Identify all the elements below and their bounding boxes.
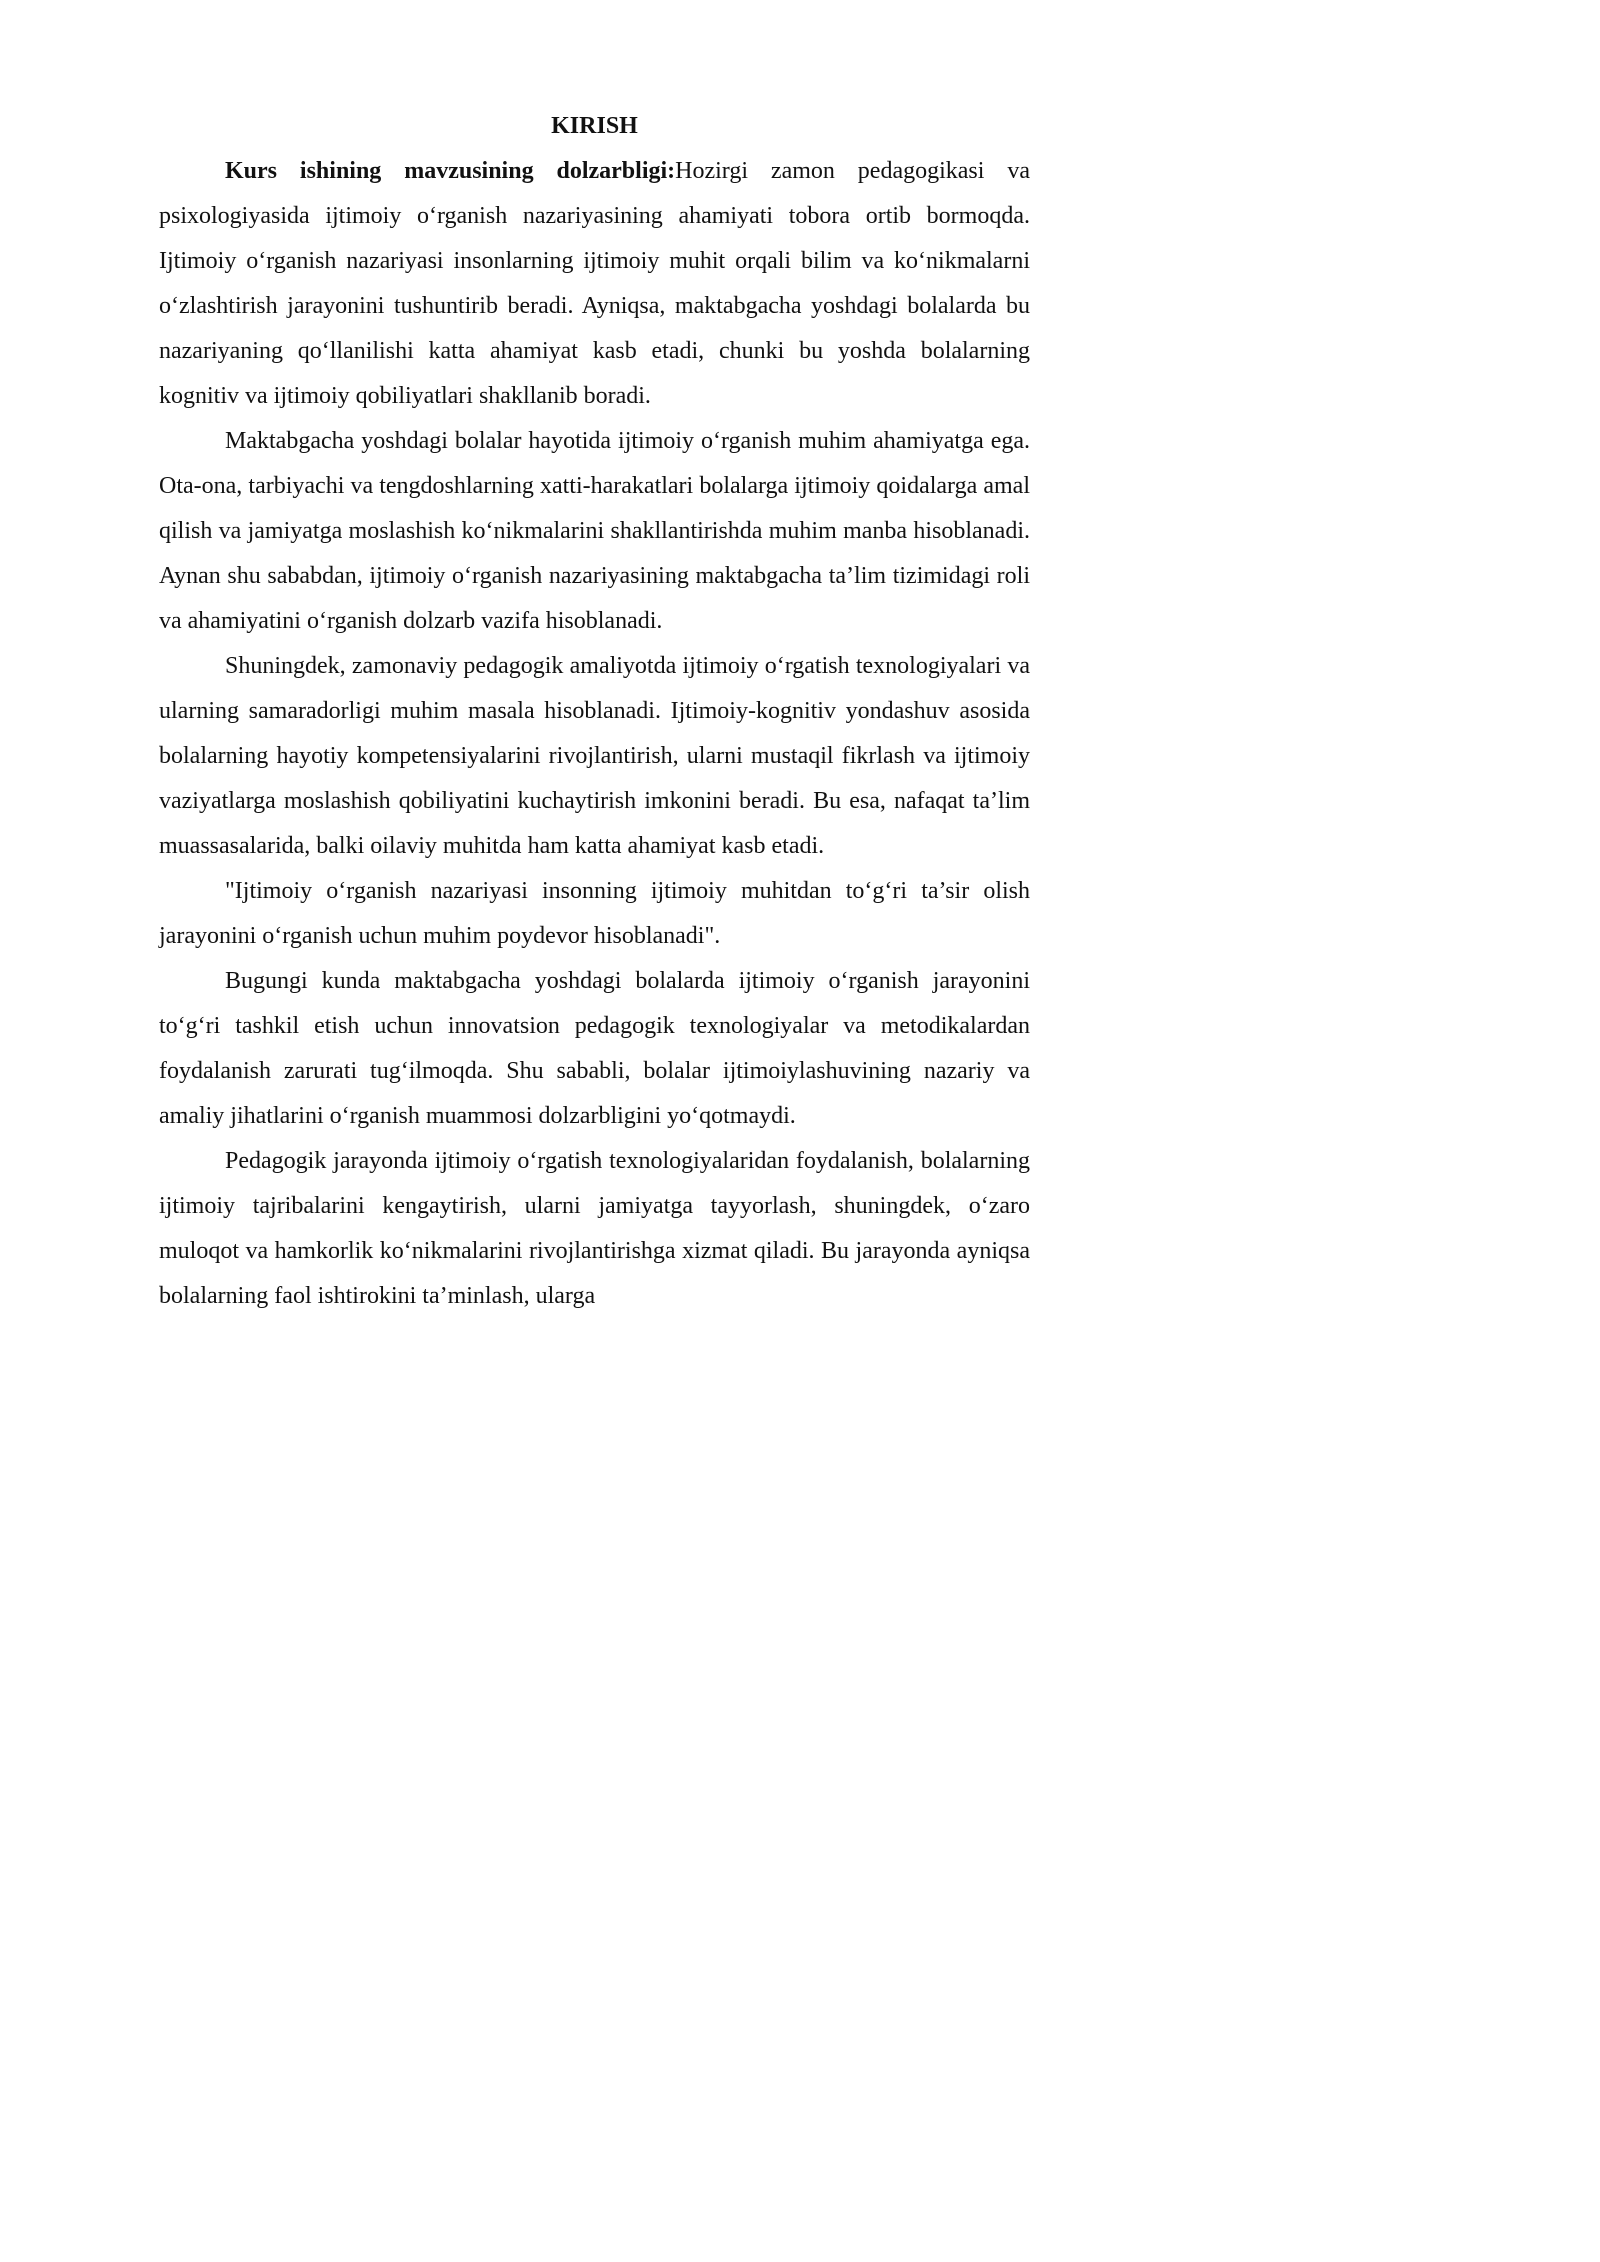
paragraph-quote: "Ijtimoiy o‘rganish nazariyasi insonning ijtimoiy muhitdan to‘g‘ri ta’sir olish jarayonini o‘rganish uchun muhim poydevor hisoblanadi". xyxy=(159,878,1030,949)
paragraph-relevance xyxy=(159,149,1030,419)
document-page xyxy=(0,0,1100,1555)
paragraph-pedagogical-process: Pedagogik jarayonda ijtimoiy o‘rgatish texnologiyalaridan foydalanish, bolalarning ijtimoiy tajribalarini kengaytirish, ularni jamiyatga tayyorlash, shuningdek, o‘zaro muloqot va hamkorlik ko‘nikmalarini rivojlantirishga xizmat qiladi. Bu jarayonda ayniqsa bolalarning faol ishtirokini ta’minlash, ularga xyxy=(159,1148,1030,1309)
paragraph-lead: Kurs ishining mavzusining dolzarbligi: xyxy=(225,158,676,184)
paragraph-text: Hozirgi zamon pedagogikasi va psixologiyasida ijtimoiy o‘rganish nazariyasining ahamiyati tobora ortib bormoqda. Ijtimoiy o‘rganish nazariyasi insonlarning ijtimoiy muhit orqali bilim va ko‘nikmalarni o‘zlashtirish jarayonini tushuntirib beradi. Ayniqsa, maktabgacha yoshdagi bolalarda bu nazariyaning qo‘llanilishi katta ahamiyat kasb etadi, chunki bu yoshda bolalarning kognitiv va ijtimoiy qobiliyatlari shakllanib boradi. xyxy=(159,158,1030,409)
paragraph-preschool-learning: Maktabgacha yoshdagi bolalar hayotida ijtimoiy o‘rganish muhim ahamiyatga ega. Ota-ona, tarbiyachi va tengdoshlarning xatti-harakatlari bolalarga ijtimoiy qoidalarga amal qilish va jamiyatga moslashish ko‘nikmalarini shakllantirishda muhim manba hisoblanadi. Aynan shu sababdan, ijtimoiy o‘rganish nazariyasining maktabgacha ta’lim tizimidagi roli va ahamiyatini o‘rganish dolzarb vazifa hisoblanadi. xyxy=(159,428,1030,634)
document-body xyxy=(159,104,1030,1319)
paragraph-technologies: Shuningdek, zamonaviy pedagogik amaliyotda ijtimoiy o‘rgatish texnologiyalari va ularning samaradorligi muhim masala hisoblanadi. Ijtimoiy-kognitiv yondashuv asosida bolalarning hayotiy kompetensiyalarini rivojlantirish, ularni mustaqil fikrlash va ijtimoiy vaziyatlarga moslashish qobiliyatini kuchaytirish imkonini beradi. Bu esa, nafaqat ta’lim muassasalarida, balki oilaviy muhitda ham katta ahamiyat kasb etadi. xyxy=(159,653,1030,859)
page-title: KIRISH xyxy=(551,113,638,139)
paragraph-today: Bugungi kunda maktabgacha yoshdagi bolalarda ijtimoiy o‘rganish jarayonini to‘g‘ri tashkil etish uchun innovatsion pedagogik texnologiyalar va metodikalardan foydalanish zarurati tug‘ilmoqda. Shu sababli, bolalar ijtimoiylashuvining nazariy va amaliy jihatlarini o‘rganish muammosi dolzarbligini yo‘qotmaydi. xyxy=(159,968,1030,1129)
